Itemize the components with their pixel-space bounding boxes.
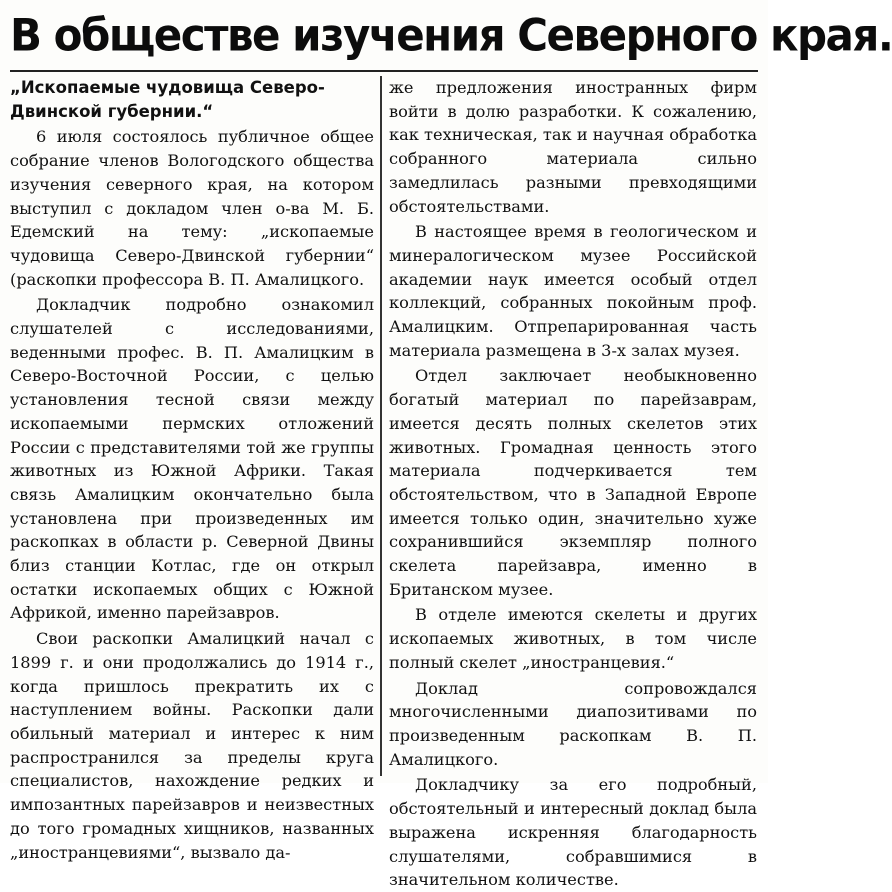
right-paragraph-continuation: же предложения иностранных фирм войти в долю разработки. К сожалению, как техническая, так и научная обработка собранного материала сильно замедлилась разными превходящими обстоятельствами.: [389, 78, 757, 216]
right-paragraph-1: В настоящее время в геологическом и минералогическом музее Российской академии наук имеется особый отдел коллекций, собранных покойным проф. Амалицким. Отпрепарированная часть материала размещена в 3-х залах музея.: [389, 222, 757, 360]
article-subheadline: „Ископаемые чудовища Северо-Двинской губернии.“: [10, 78, 325, 121]
left-column: [10, 76, 374, 862]
right-paragraph-4: Доклад сопровождался многочисленными диапозитивами по произведенным раскопкам В. П. Амалицкого.: [389, 678, 757, 769]
right-paragraph-2: Отдел заключает необыкновенно богатый материал по парейзаврам, имеется десять полных скелетов этих животных. Громадная ценность этого материала подчеркивается тем обстоятельством, что в Западной Европе имеется только один, значительно хуже сохранившийся экземпляр полного скелета парейзавра, именно в Британском музее.: [389, 366, 757, 599]
left-paragraph-2: Докладчик подробно ознакомил слушателей с исследованиями, веденными профес. В. П. Амалицким в Северо-Восточной России, с целью установления тесной связи между ископаемыми пермских отложений России с представителями той же группы животных из Южной Африки. Такая связь Амалицким окончательно была установлена при произведенных им раскопках в области р. Северной Двины близ станции Котлас, где он открыл остатки ископаемых общих с Южной Африкой, именно парейзавров.: [10, 295, 374, 623]
article-headline: В обществе изучения Северного края.: [10, 9, 892, 62]
headline-rule: [10, 70, 758, 72]
right-column: [389, 76, 757, 890]
column-divider: [380, 76, 382, 776]
right-paragraph-5: Докладчику за его подробный, обстоятельный и интересный доклад была выражена искренняя благодарность слушателями, собравшимися в значительном количестве.: [389, 775, 757, 890]
left-paragraph-3: Свои раскопки Амалицкий начал с 1899 г. и они продолжались до 1914 г., когда пришлось прекратить их с наступлением войны. Раскопки дали обильный материал и интерес к ним распространился за пределы круга специалистов, нахождение редких и импозантных парейзавров и неизвестных до того громадных хищников, названных „иностранцевиями“, вызвало да-: [10, 629, 374, 862]
right-paragraph-3: В отделе имеются скелеты и других ископаемых животных, в том числе полный скелет „иностранцевия.“: [389, 605, 757, 672]
left-paragraph-1: 6 июля состоялось публичное общее собрание членов Вологодского общества изучения северного края, на котором выступил с докладом член о-ва М. Б. Едемский на тему: „ископаемые чудовища Северо-Двинской губернии“ (раскопки профессора В. П. Амалицкого.: [10, 127, 374, 289]
